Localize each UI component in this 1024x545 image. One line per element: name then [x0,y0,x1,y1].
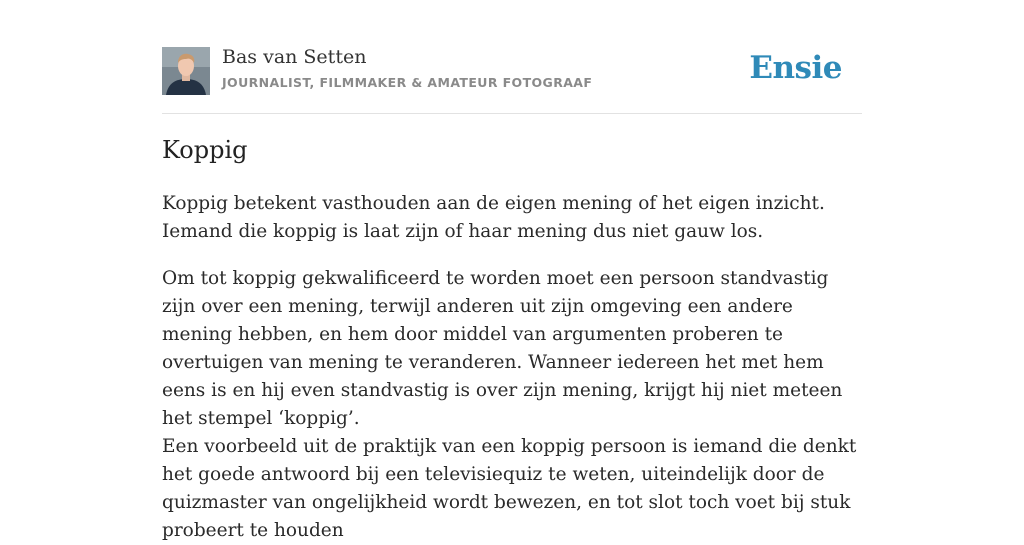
author-avatar[interactable] [162,47,210,95]
ensie-logo[interactable]: Ensie [749,50,842,86]
author-name[interactable]: Bas van Setten [222,46,367,68]
author-tagline: JOURNALIST, FILMMAKER & AMATEUR FOTOGRAAF [222,75,593,90]
author-header [162,0,862,114]
page-container [162,0,862,541]
person-photo-icon [162,47,210,95]
article-paragraph: Om tot koppig gekwalificeerd te worden moet een persoon standvastig zijn over een mening, terwijl anderen uit zijn omgeving een andere mening hebben, en hem door middel van argumenten proberen te overtuigen van mening te veranderen. Wanneer iedereen het met hem eens is en hij even standvastig is over zijn mening, krijgt hij niet meteen het stempel ‘koppig’. [162,268,843,429]
article-title: Koppig [162,136,248,164]
article-paragraph: Een voorbeeld uit de praktijk van een koppig persoon is iemand die denkt het goede antwoord bij een televisiequiz te weten, uiteindelijk door de quizmaster van ongelijkheid wordt bewezen, en tot slot toch voet bij stuk probeert te houden [162,436,857,541]
article-paragraph: Koppig betekent vasthouden aan de eigen mening of het eigen inzicht. Iemand die koppig is laat zijn of haar mening dus niet gauw los. [162,193,825,242]
